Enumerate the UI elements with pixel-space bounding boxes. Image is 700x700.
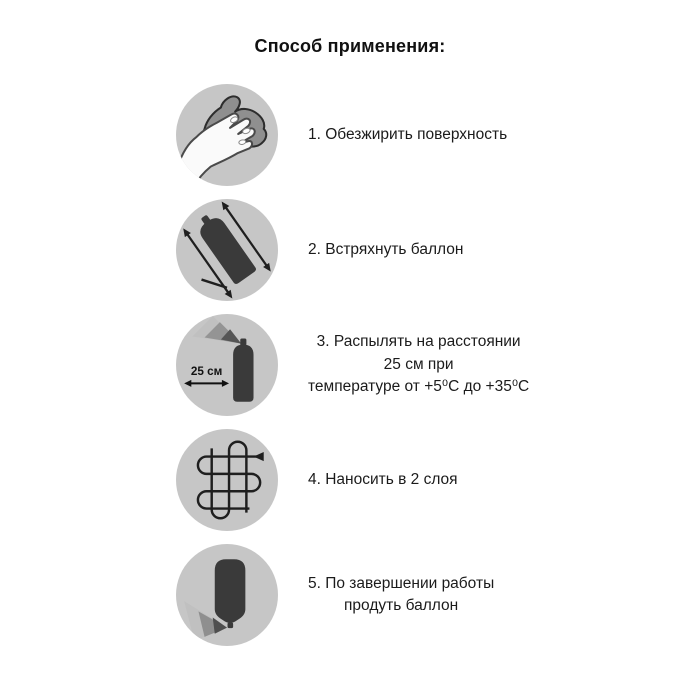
shake-can-icon [176,199,278,301]
step-3-text [308,331,529,398]
step-line: 5. По завершении работы [308,574,495,592]
step-1-text [308,124,507,146]
step-row-3 [176,314,700,416]
step-2-text [308,239,463,261]
step-row-2 [176,199,700,301]
steps-list [176,84,700,646]
step-row-5 [176,544,700,646]
page-title: Способ применения: [254,36,446,56]
step-line: 2. Встряхнуть баллон [308,240,464,258]
step-row-1 [176,84,700,186]
step-line: температуре от +5⁰С до +35⁰С [308,378,530,396]
step-line: 1. Обезжирить поверхность [308,125,508,143]
step-4-text [308,469,458,491]
spray-distance-icon [176,314,278,416]
step-line: продуть баллон [344,597,459,614]
step-line: 4. Наносить в 2 слоя [308,470,458,488]
step-line: 25 см при [383,355,454,373]
distance-label: 25 см [190,365,223,379]
step-5-text [308,573,494,618]
purge-can-icon [176,544,278,646]
step-5-icon-circle [176,544,278,646]
step-3-icon-circle [176,314,278,416]
degrease-hand-icon [176,84,278,186]
step-4-icon-circle [176,429,278,531]
step-row-4 [176,429,700,531]
step-1-icon-circle [176,84,278,186]
apply-two-layers-icon [176,429,278,531]
step-line: 3. Распылять на расстоянии [316,333,521,351]
step-2-icon-circle [176,199,278,301]
